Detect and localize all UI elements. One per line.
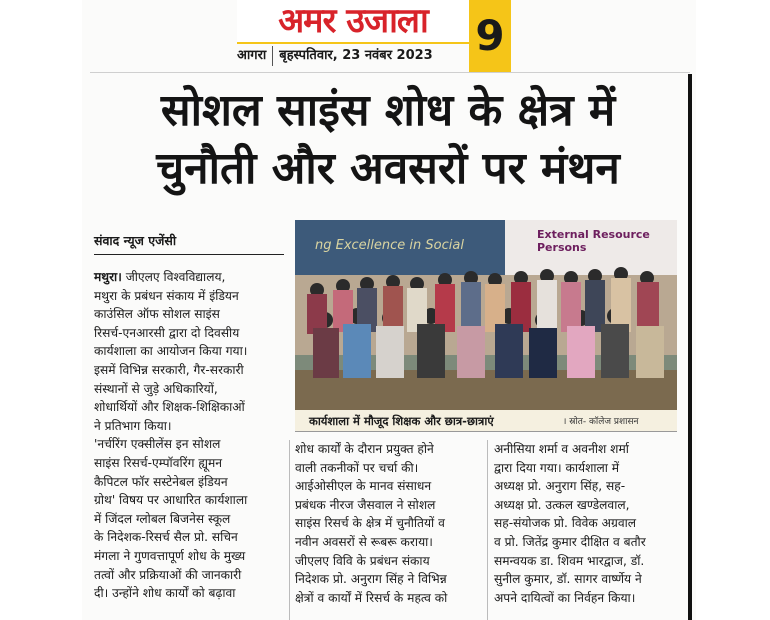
article-line: नवीन अवसरों से रूबरू कराया। bbox=[295, 534, 433, 549]
article-line: इसमें विभिन्न सरकारी, गैर-सरकारी bbox=[94, 362, 244, 377]
article-line: में जिंदल ग्लोबल बिजनेस स्कूल bbox=[94, 511, 231, 526]
article-line: अध्यक्ष प्रो. उत्कल खण्डेलवाल, bbox=[494, 497, 630, 512]
header-divider bbox=[90, 72, 690, 73]
headline-line-1: सोशल साइंस शोध के क्षेत्र में bbox=[160, 85, 616, 136]
article-dateline: मथुरा। bbox=[94, 270, 122, 284]
article-line: दी। उन्होंने शोध कार्यों को बढ़ावा bbox=[94, 586, 236, 601]
article-line: कैपिटल फॉर सस्टेनेबल इंडियन bbox=[94, 474, 228, 489]
byline: संवाद न्यूज एजेंसी bbox=[94, 233, 177, 248]
photo-caption: कार्यशाला में मौजूद शिक्षक और छात्र-छात्राएं bbox=[309, 414, 494, 428]
article-line: आईओसीएल के मानव संसाधन bbox=[295, 479, 432, 494]
article-line: अपने दायित्वों का निर्वहन किया। bbox=[494, 590, 636, 605]
photo-banner-text: ng Excellence in Social bbox=[315, 238, 464, 253]
article-line: क्षेत्रों व कार्यों में रिसर्च के महत्व को bbox=[295, 590, 448, 605]
article-line: कार्यशाला का आयोजन किया गया। bbox=[94, 344, 248, 359]
page-number: 9 bbox=[469, 0, 511, 72]
article-line: संस्थानों से जुड़े अधिकारियों, bbox=[94, 381, 218, 396]
dateline bbox=[237, 46, 469, 66]
article-column-2 bbox=[295, 440, 481, 607]
article-line: रिसर्च-एनआरसी द्वारा दो दिवसीय bbox=[94, 325, 240, 340]
column-border bbox=[688, 74, 692, 620]
edition-date: बृहस्पतिवार, 23 नवंबर 2023 bbox=[279, 48, 433, 63]
logo-text: अमर उजाला bbox=[278, 1, 428, 41]
edition-city: आगरा bbox=[237, 46, 273, 66]
article-line: द्वारा दिया गया। कार्यशाला में bbox=[494, 460, 620, 475]
article-line: शोधार्थियों और शिक्षक-शिक्षिकाओं bbox=[94, 400, 245, 415]
column-divider bbox=[487, 440, 488, 620]
article-line: तत्वों और प्रक्रियाओं की जानकारी bbox=[94, 567, 242, 582]
article-line: शोध कार्यों के दौरान प्रयुक्त होने bbox=[295, 442, 434, 456]
article-line bbox=[94, 268, 284, 287]
article-line: अध्यक्ष प्रो. अनुराग सिंह, सह- bbox=[494, 479, 626, 494]
article-text: जीएलए विश्वविद्यालय, bbox=[125, 270, 226, 284]
newspaper-logo bbox=[237, 0, 469, 44]
article-line: साइंस रिसर्च-एम्पॉवरिंग ह्यूमन bbox=[94, 455, 223, 470]
article-column-1 bbox=[94, 268, 284, 603]
article-line: सुनील कुमार, डॉ. सागर वार्ष्णेय ने bbox=[494, 572, 642, 587]
photo-credit: । स्रोत- कॉलेज प्रशासन bbox=[563, 417, 639, 427]
article-line: मथुरा के प्रबंधन संकाय में इंडियन bbox=[94, 288, 239, 303]
column-divider bbox=[289, 440, 290, 620]
photo-banner-label: External Resource Persons bbox=[537, 228, 650, 254]
article-line: 'नर्चरिंग एक्सीलेंस इन सोशल bbox=[94, 437, 221, 452]
headline bbox=[90, 82, 686, 198]
article-line: अनीसिया शर्मा व अवनीश शर्मा bbox=[494, 442, 629, 456]
article-line: ने प्रतिभाग किया। bbox=[94, 418, 172, 433]
article-line: निदेशक प्रो. अनुराग सिंह ने विभिन्न bbox=[295, 572, 447, 587]
article-line: वाली तकनीकों पर चर्चा की। bbox=[295, 460, 419, 475]
article-line: समन्वयक डा. शिवम भारद्वाज, डॉ. bbox=[494, 553, 645, 568]
headline-line-2: चुनौती और अवसरों पर मंथन bbox=[156, 143, 620, 194]
article-line: प्रबंधक नीरज जैसवाल ने सोशल bbox=[295, 497, 436, 512]
article-line: जीएलए विवि के प्रबंधन संकाय bbox=[295, 553, 430, 568]
article-line: ग्रोथ' विषय पर आधारित कार्यशाला bbox=[94, 493, 248, 508]
byline-divider bbox=[94, 254, 284, 255]
photo-caption-bar bbox=[295, 410, 677, 432]
article-line: सह-संयोजक प्रो. विवेक अग्रवाल bbox=[494, 516, 637, 531]
article-column-3 bbox=[494, 440, 678, 607]
group-photo bbox=[295, 220, 677, 410]
article-line: व प्रो. जितेंद्र कुमार दीक्षित व बतौर bbox=[494, 534, 646, 549]
article-line: काउंसिल ऑफ सोशल साइंस bbox=[94, 307, 220, 322]
article-line: मंगला ने गुणवत्तापूर्ण शोध के मुख्य bbox=[94, 548, 246, 563]
article-line: साइंस रिसर्च के क्षेत्र में चुनौतियों व bbox=[295, 516, 445, 531]
article-line: के निदेशक-रिसर्च सैल प्रो. सचिन bbox=[94, 530, 238, 545]
